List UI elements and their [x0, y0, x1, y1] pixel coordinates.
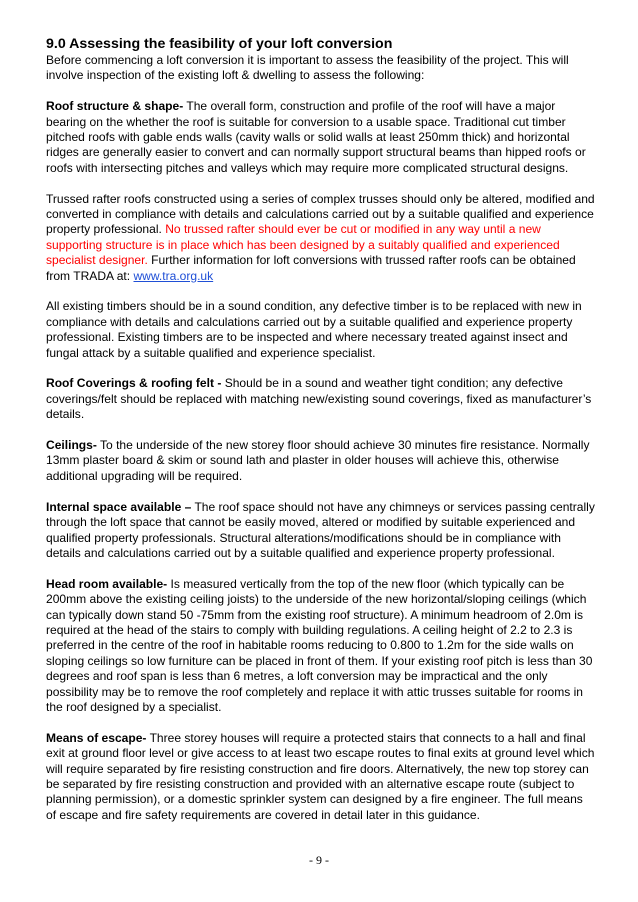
- roof-coverings-text: Should be in a sound and weather tight condition; any defective coverings/felt should be replaced with matching new/existing sound coverings, fixed as manufacturer’s details.: [46, 376, 592, 422]
- page-content: [46, 36, 596, 839]
- internal-space-text: The roof space should not have any chimneys or services passing centrally through the loft space that cannot be easily moved, altered or modified by suitable experienced and qualified property professionals. Structural alterations/modifications should be in compliance with details and calculations carried out by a suitable qualified and experience property professional.: [46, 499, 595, 560]
- page-number: - 9 -: [309, 853, 329, 867]
- intro-paragraph: Before commencing a loft conversion it is important to assess the feasibility of the project. This will involve inspection of the existing loft & dwelling to assess the following:: [46, 53, 569, 83]
- ceilings-paragraph: [46, 438, 596, 484]
- means-of-escape-text: Three storey houses will require a protected stairs that connects to a hall and final exit at ground floor level or give access to at least two escape routes to final exits at ground level which will require separated by fire resisting construction and fire doors. Alternatively, the new top storey can be separated by fire resisting construction and provided with an alternative escape route (subject to planning permission), or a domestic sprinkler system can designed by a fire engineer. The full means of escape and fire safety requirements are covered in detail later in this guidance.: [46, 730, 595, 822]
- trussed-rafter-paragraph: [46, 192, 596, 284]
- trussed-warning: No trussed rafter should ever be cut or modified in any way until a new supporting structure is in place which has been designed by a suitably qualified and experienced specialist designer.: [46, 222, 560, 268]
- timbers-paragraph: All existing timbers should be in a sound condition, any defective timber is to be replaced with new in compliance with details and calculations carried out by a suitable qualified and experience property professional. Existing timbers are to be inspected and where necessary treated against insect and fungal attack by a suitable qualified and experience specialist.: [46, 299, 582, 360]
- roof-coverings-paragraph: [46, 376, 596, 422]
- roof-structure-title: Roof structure & shape-: [46, 99, 184, 114]
- roof-coverings-title: Roof Coverings & roofing felt -: [46, 376, 222, 391]
- internal-space-title: Internal space available –: [46, 499, 192, 514]
- roof-structure-paragraph: [46, 99, 596, 176]
- section-heading: 9.0 Assessing the feasibility of your loft conversion: [46, 36, 393, 52]
- means-of-escape-paragraph: [46, 731, 596, 823]
- roof-structure-text: The overall form, construction and profile of the roof will have a major bearing on the whether the roof is suitable for conversion to a usable space. Traditional cut timber pitched roofs with gable ends walls (cavity walls or solid walls at least 250mm thick) and horizontal ridges are generally easier to convert and can normally support structural beams than hipped roofs or roofs with intersecting pitches and valleys which may require more complicated structural designs.: [46, 99, 586, 175]
- ceilings-text: To the underside of the new storey floor should achieve 30 minutes fire resistance. Normally 13mm plaster board & skim or sound lath and plaster in older houses will achieve this, otherwise additional upgrading will be required.: [46, 438, 590, 483]
- means-of-escape-title: Means of escape-: [46, 730, 147, 745]
- trada-link[interactable]: www.tra.org.uk: [133, 268, 214, 283]
- trussed-text-1: Trussed rafter roofs constructed using a series of complex trusses should only be altered, modified and converted in compliance with details and calculations carried out by a suitable qualified and experience property professional.: [46, 191, 595, 237]
- head-room-text: Is measured vertically from the top of the new floor (which typically can be 200mm above the existing ceiling joists) to the underside of the new horizontal/sloping ceilings (which can typically down stand 50 -75mm from the existing roof structure). A minimum headroom of 2.0m is required at the head of the stairs to comply with building regulations. A ceiling height of 2.2 to 2.3 is preferred in the centre of the roof in habitable rooms reducing to 0.800 to 1.2m for the side walls on sloping ceilings so low furniture can be placed in front of them. If your existing roof pitch is less than 30 degrees and roof span is less than 6 metres, a loft conversion may be impractical and the only possibility may be to remove the roof completely and replace it with attic trusses suitable for rooms in the roof designed by a specialist.: [46, 576, 593, 714]
- internal-space-paragraph: [46, 500, 596, 562]
- ceilings-title: Ceilings-: [46, 438, 97, 453]
- trussed-text-2: Further information for loft conversions with trussed rafter roofs can be obtained from TRADA at:: [46, 253, 576, 283]
- head-room-paragraph: [46, 577, 596, 716]
- head-room-title: Head room available-: [46, 576, 168, 591]
